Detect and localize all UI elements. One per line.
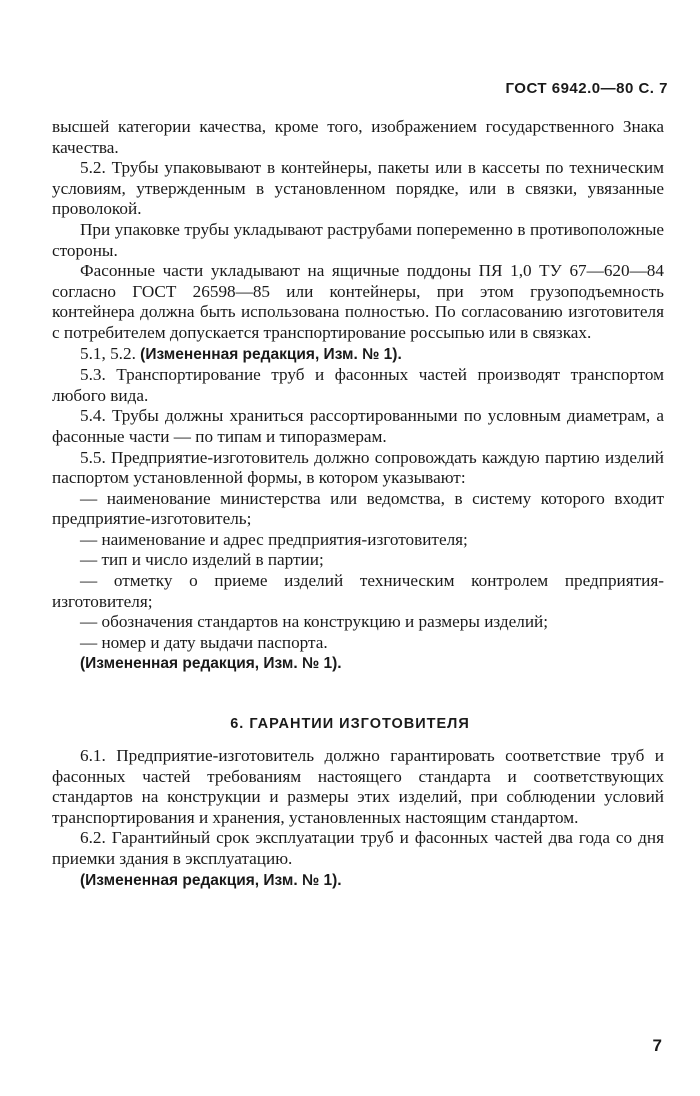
paragraph: 5.2. Трубы упаковывают в контейнеры, пакеты или в кассеты по техническим условиям, утвержденным в установленном порядке, или в связки, увязанные проволокой.	[52, 158, 664, 219]
list-item: — наименование и адрес предприятия-изготовителя;	[80, 529, 468, 549]
list-item: — обозначения стандартов на конструкцию и размеры изделий;	[80, 612, 549, 632]
list-item: — отметку о приеме изделий техническим контролем предприятия-изготовителя;	[52, 571, 664, 611]
edit-note: (Измененная редакция, Изм. № 1).	[80, 871, 342, 889]
paragraph: 5.4. Трубы должны храниться рассортированными по условным диаметрам, а фасонные части — по типам и типоразмерам.	[52, 406, 664, 446]
section-6-text	[52, 746, 664, 891]
edit-note-prefix: 5.1, 5.2.	[80, 343, 141, 363]
edit-note-line	[52, 344, 664, 366]
section-6-title: 6. ГАРАНТИИ ИЗГОТОВИТЕЛЯ	[230, 716, 470, 732]
paragraph: Фасонные части укладывают на ящичные поддоны ПЯ 1,0 ТУ 67—620—84 согласно ГОСТ 26598—85 или контейнеры, при этом грузоподъемность контейнера должна быть использована полностью. По согласованию изготовителя с потребителем допускается транспортирование россыпью или в связках.	[52, 261, 664, 342]
list-item: — номер и дату выдачи паспорта.	[80, 632, 328, 652]
edit-note-line	[52, 870, 664, 892]
edit-note: (Измененная редакция, Изм. № 1).	[140, 345, 402, 363]
section-5-text	[52, 117, 664, 675]
edit-note-line	[52, 653, 664, 675]
paragraph: 5.5. Предприятие-изготовитель должно сопровождать каждую партию изделий паспортом установленной формы, в котором указывают:	[52, 447, 664, 488]
edit-note: (Измененная редакция, Изм. № 1).	[80, 655, 342, 673]
paragraph: 5.3. Транспортирование труб и фасонных частей производят транспортом любого вида.	[52, 365, 664, 405]
paragraph: 6.2. Гарантийный срок эксплуатации труб и фасонных частей два года со дня приемки здания в эксплуатацию.	[52, 828, 664, 868]
list-item: — наименование министерства или ведомства, в систему которого входит предприятие-изготовитель;	[52, 488, 664, 529]
paragraph: При упаковке трубы укладывают раструбами попеременно в противоположные стороны.	[52, 219, 664, 260]
paragraph: 6.1. Предприятие-изготовитель должно гарантировать соответствие труб и фасонных частей требованиям настоящего стандарта и соответствующих стандартов на конструкции и размеры этих изделий, при соблюдении условий транспортирования и хранения, установленных настоящим стандартом.	[52, 746, 664, 827]
page-number: 7	[652, 1036, 662, 1055]
list-item: — тип и число изделий в партии;	[80, 550, 324, 570]
page-header: ГОСТ 6942.0—80 С. 7	[505, 80, 668, 97]
paragraph: высшей категории качества, кроме того, изображением государственного Знака качества.	[52, 117, 664, 157]
